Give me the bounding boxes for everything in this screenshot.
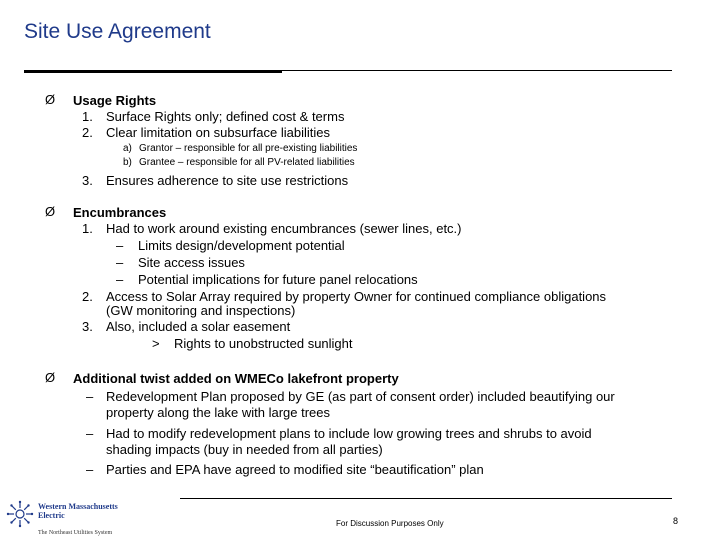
dash-text: property along the lake with large trees [106,405,331,420]
dash-item [116,238,345,254]
dash-marker: – [86,462,94,477]
chevron-right-icon: > [152,336,160,351]
page-title: Site Use Agreement [24,20,211,43]
bullet-arrow-icon: Ø [45,204,56,219]
list-item [82,125,330,141]
bullet-arrow-icon: Ø [45,370,56,385]
section-heading-usage-rights: Usage Rights [73,93,157,108]
dash-text: Had to modify redevelopment plans to include low growing trees and shrubs to avoid [106,426,592,441]
list-number: 1. [82,109,93,124]
dash-text: Site access issues [138,255,245,270]
dash-text: Limits design/development potential [138,238,345,253]
sub-list-item [123,142,357,155]
footer-rule [180,498,672,499]
footer-note: For Discussion Purposes Only [336,519,444,528]
list-number: 2. [82,289,93,304]
section-heading-lakefront: Additional twist added on WMECo lakefront property [73,371,399,386]
page-number: 8 [673,516,679,526]
company-logo-icon [6,500,34,528]
section-heading-encumbrances: Encumbrances [73,205,167,220]
sub-list-text: Grantor – responsible for all pre-existing liabilities [139,143,358,154]
list-number: 2. [82,125,93,140]
dash-text: Potential implications for future panel relocations [138,272,418,287]
dash-text: Redevelopment Plan proposed by GE (as part of consent order) included beautifying our [106,389,615,404]
list-item [82,173,348,189]
title-rule-thick [24,70,282,73]
list-item-continuation: (GW monitoring and inspections) [106,303,296,318]
dash-marker: – [116,255,124,270]
sub-list-letter: b) [123,157,132,168]
logo-tagline: The Northeast Utilities System [38,530,113,536]
logo-name-line: Electric [38,511,65,520]
list-text: Surface Rights only; defined cost & terms [106,109,345,124]
dash-marker: – [116,272,124,287]
list-number: 1. [82,221,93,236]
dash-marker: – [86,389,94,404]
sub-point-text: Rights to unobstructed sunlight [174,336,353,351]
list-item [82,221,462,237]
dash-item [116,272,418,288]
dash-text: shading impacts (buy in needed from all parties) [106,442,383,457]
list-text: Clear limitation on subsurface liabilities [106,125,330,140]
bullet-arrow-icon: Ø [45,92,56,107]
dash-text: Parties and EPA have agreed to modified site “beautification” plan [106,462,484,477]
list-number: 3. [82,173,93,188]
logo-wordmark [38,502,118,520]
dash-item [116,255,245,271]
dash-marker: – [116,238,124,253]
list-text: Also, included a solar easement [106,319,291,334]
list-number: 3. [82,319,93,334]
sub-list-text: Grantee – responsible for all PV-related liabilities [139,157,355,168]
sub-list-item [123,156,355,169]
dash-marker: – [86,426,94,441]
list-text: Access to Solar Array required by property Owner for continued compliance obligations [106,289,607,304]
list-text: Had to work around existing encumbrances (sewer lines, etc.) [106,221,462,236]
logo-name-line: Western Massachusetts [38,502,118,511]
list-item [82,109,344,125]
list-item [82,319,290,335]
sub-point [152,336,353,352]
title-rule-thin [282,70,672,71]
list-text: Ensures adherence to site use restrictions [106,173,349,188]
sub-list-letter: a) [123,143,132,154]
